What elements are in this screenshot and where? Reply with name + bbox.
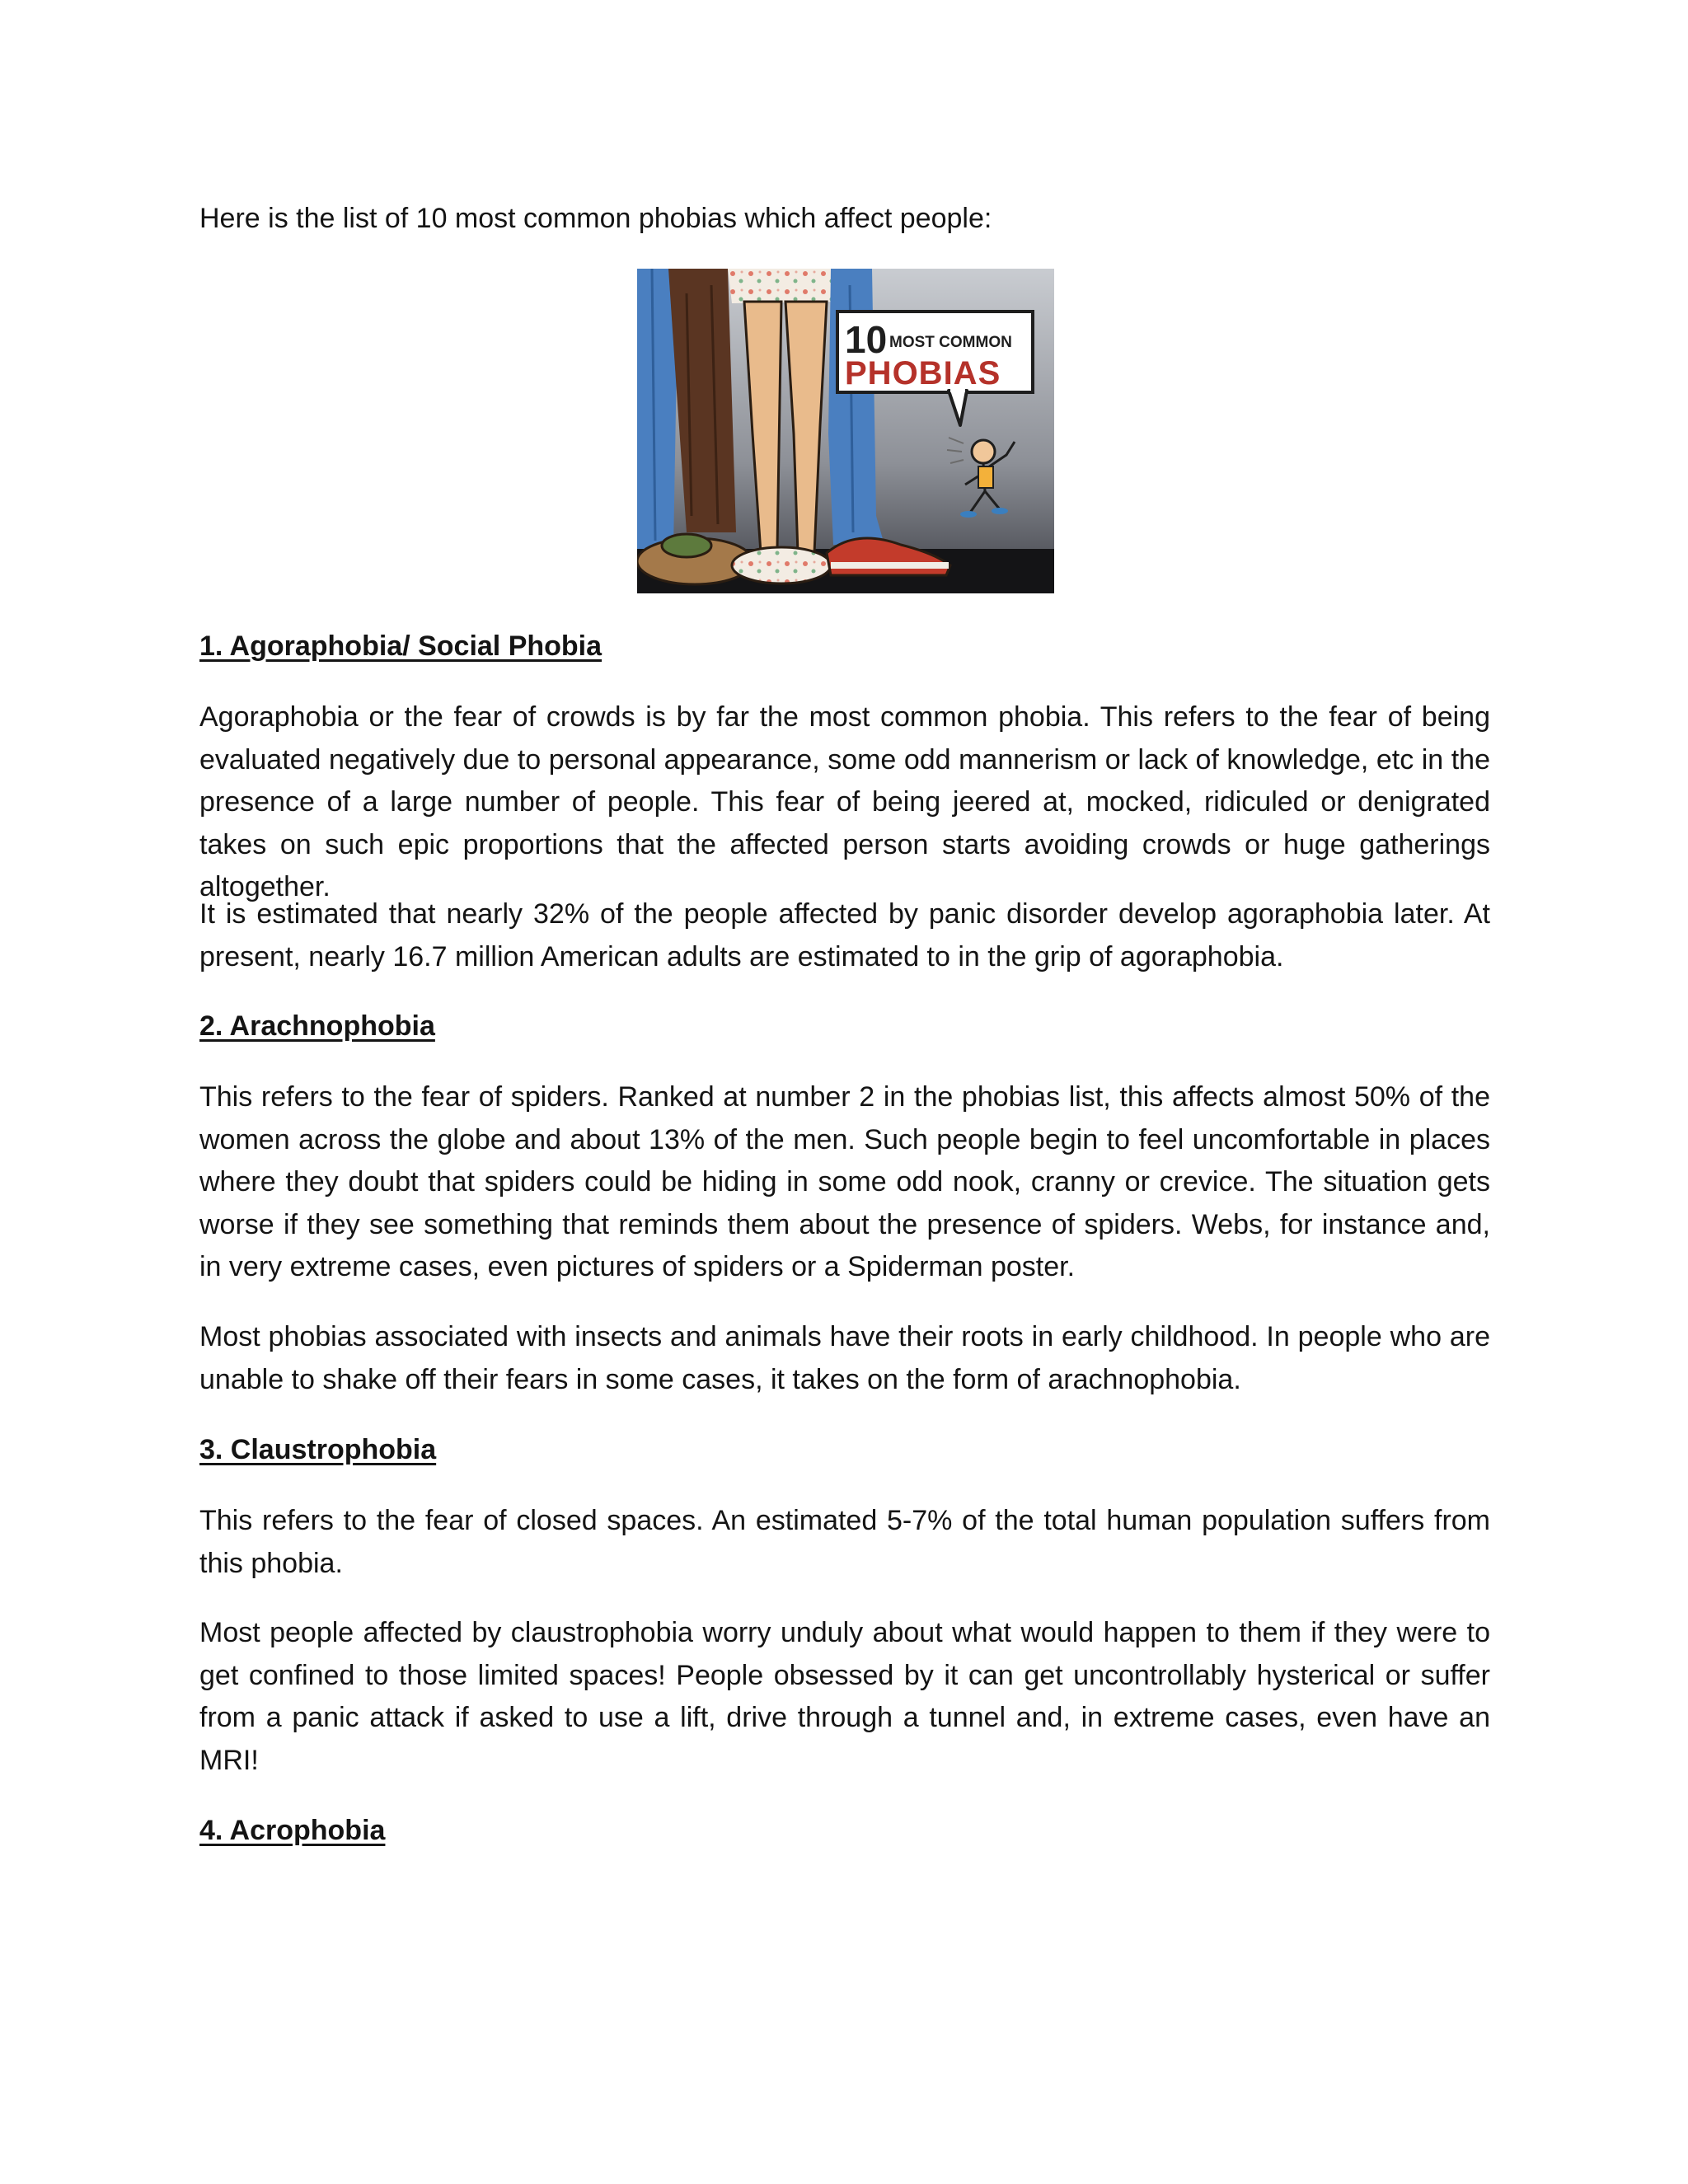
section-heading-arachnophobia: 2. Arachnophobia: [199, 1010, 435, 1042]
section-heading-claustrophobia: 3. Claustrophobia: [199, 1434, 437, 1465]
agoraphobia-paragraph-1: Agoraphobia or the fear of crowds is by far the most common phobia. This refers to the fear of being evaluated negatively due to personal appearance, some odd mannerism or lack of knowledge, etc in the presence of a large number of people. This fear of being jeered at, mocked, ridiculed or denigrated takes on such epic proportions that the affected person starts avoiding crowds or huge gatherings altogether.: [199, 701, 1490, 902]
claustrophobia-paragraph-2: Most people affected by claustrophobia worry unduly about what would happen to them if they were to get confined to those limited spaces! People obsessed by it can get uncontrollably hysterical or suffer from a panic attack if asked to use a lift, drive through a tunnel and, in extreme cases, even have an MRI!: [199, 1617, 1490, 1776]
agoraphobia-paragraph-2: It is estimated that nearly 32% of the people affected by panic disorder develop agoraphobia later. At present, nearly 16.7 million American adults are estimated to in the grip of agoraphobia.: [199, 898, 1490, 972]
lettering-line1: MOST COMMON: [889, 334, 1012, 351]
section-heading-agoraphobia: 1. Agoraphobia/ Social Phobia: [199, 630, 603, 662]
lettering-number: 10: [845, 318, 888, 361]
section-heading-acrophobia: 4. Acrophobia: [199, 1815, 386, 1846]
claustrophobia-paragraph-1: This refers to the fear of closed spaces. An estimated 5-7% of the total human population suffers from this phobia.: [199, 1505, 1490, 1579]
arachnophobia-paragraph-2: Most phobias associated with insects and animals have their roots in early childhood. In people who are unable to shake off their fears in some cases, it takes on the form of arachnophobia.: [199, 1321, 1490, 1395]
arachnophobia-paragraph-1: This refers to the fear of spiders. Ranked at number 2 in the phobias list, this affects almost 50% of the women across the globe and about 13% of the men. Such people begin to feel uncomfortable in places where they doubt that spiders could be hiding in some odd nook, cranny or crevice. The situation gets worse if they see something that reminds them about the presence of spiders. Webs, for instance and, in very extreme cases, even pictures of spiders or a Spiderman poster.: [199, 1081, 1490, 1282]
intro-paragraph: Here is the list of 10 most common phobias which affect people:: [199, 203, 992, 234]
lettering-line2: PHOBIAS: [845, 355, 1001, 391]
phobias-illustration: [637, 269, 1054, 593]
